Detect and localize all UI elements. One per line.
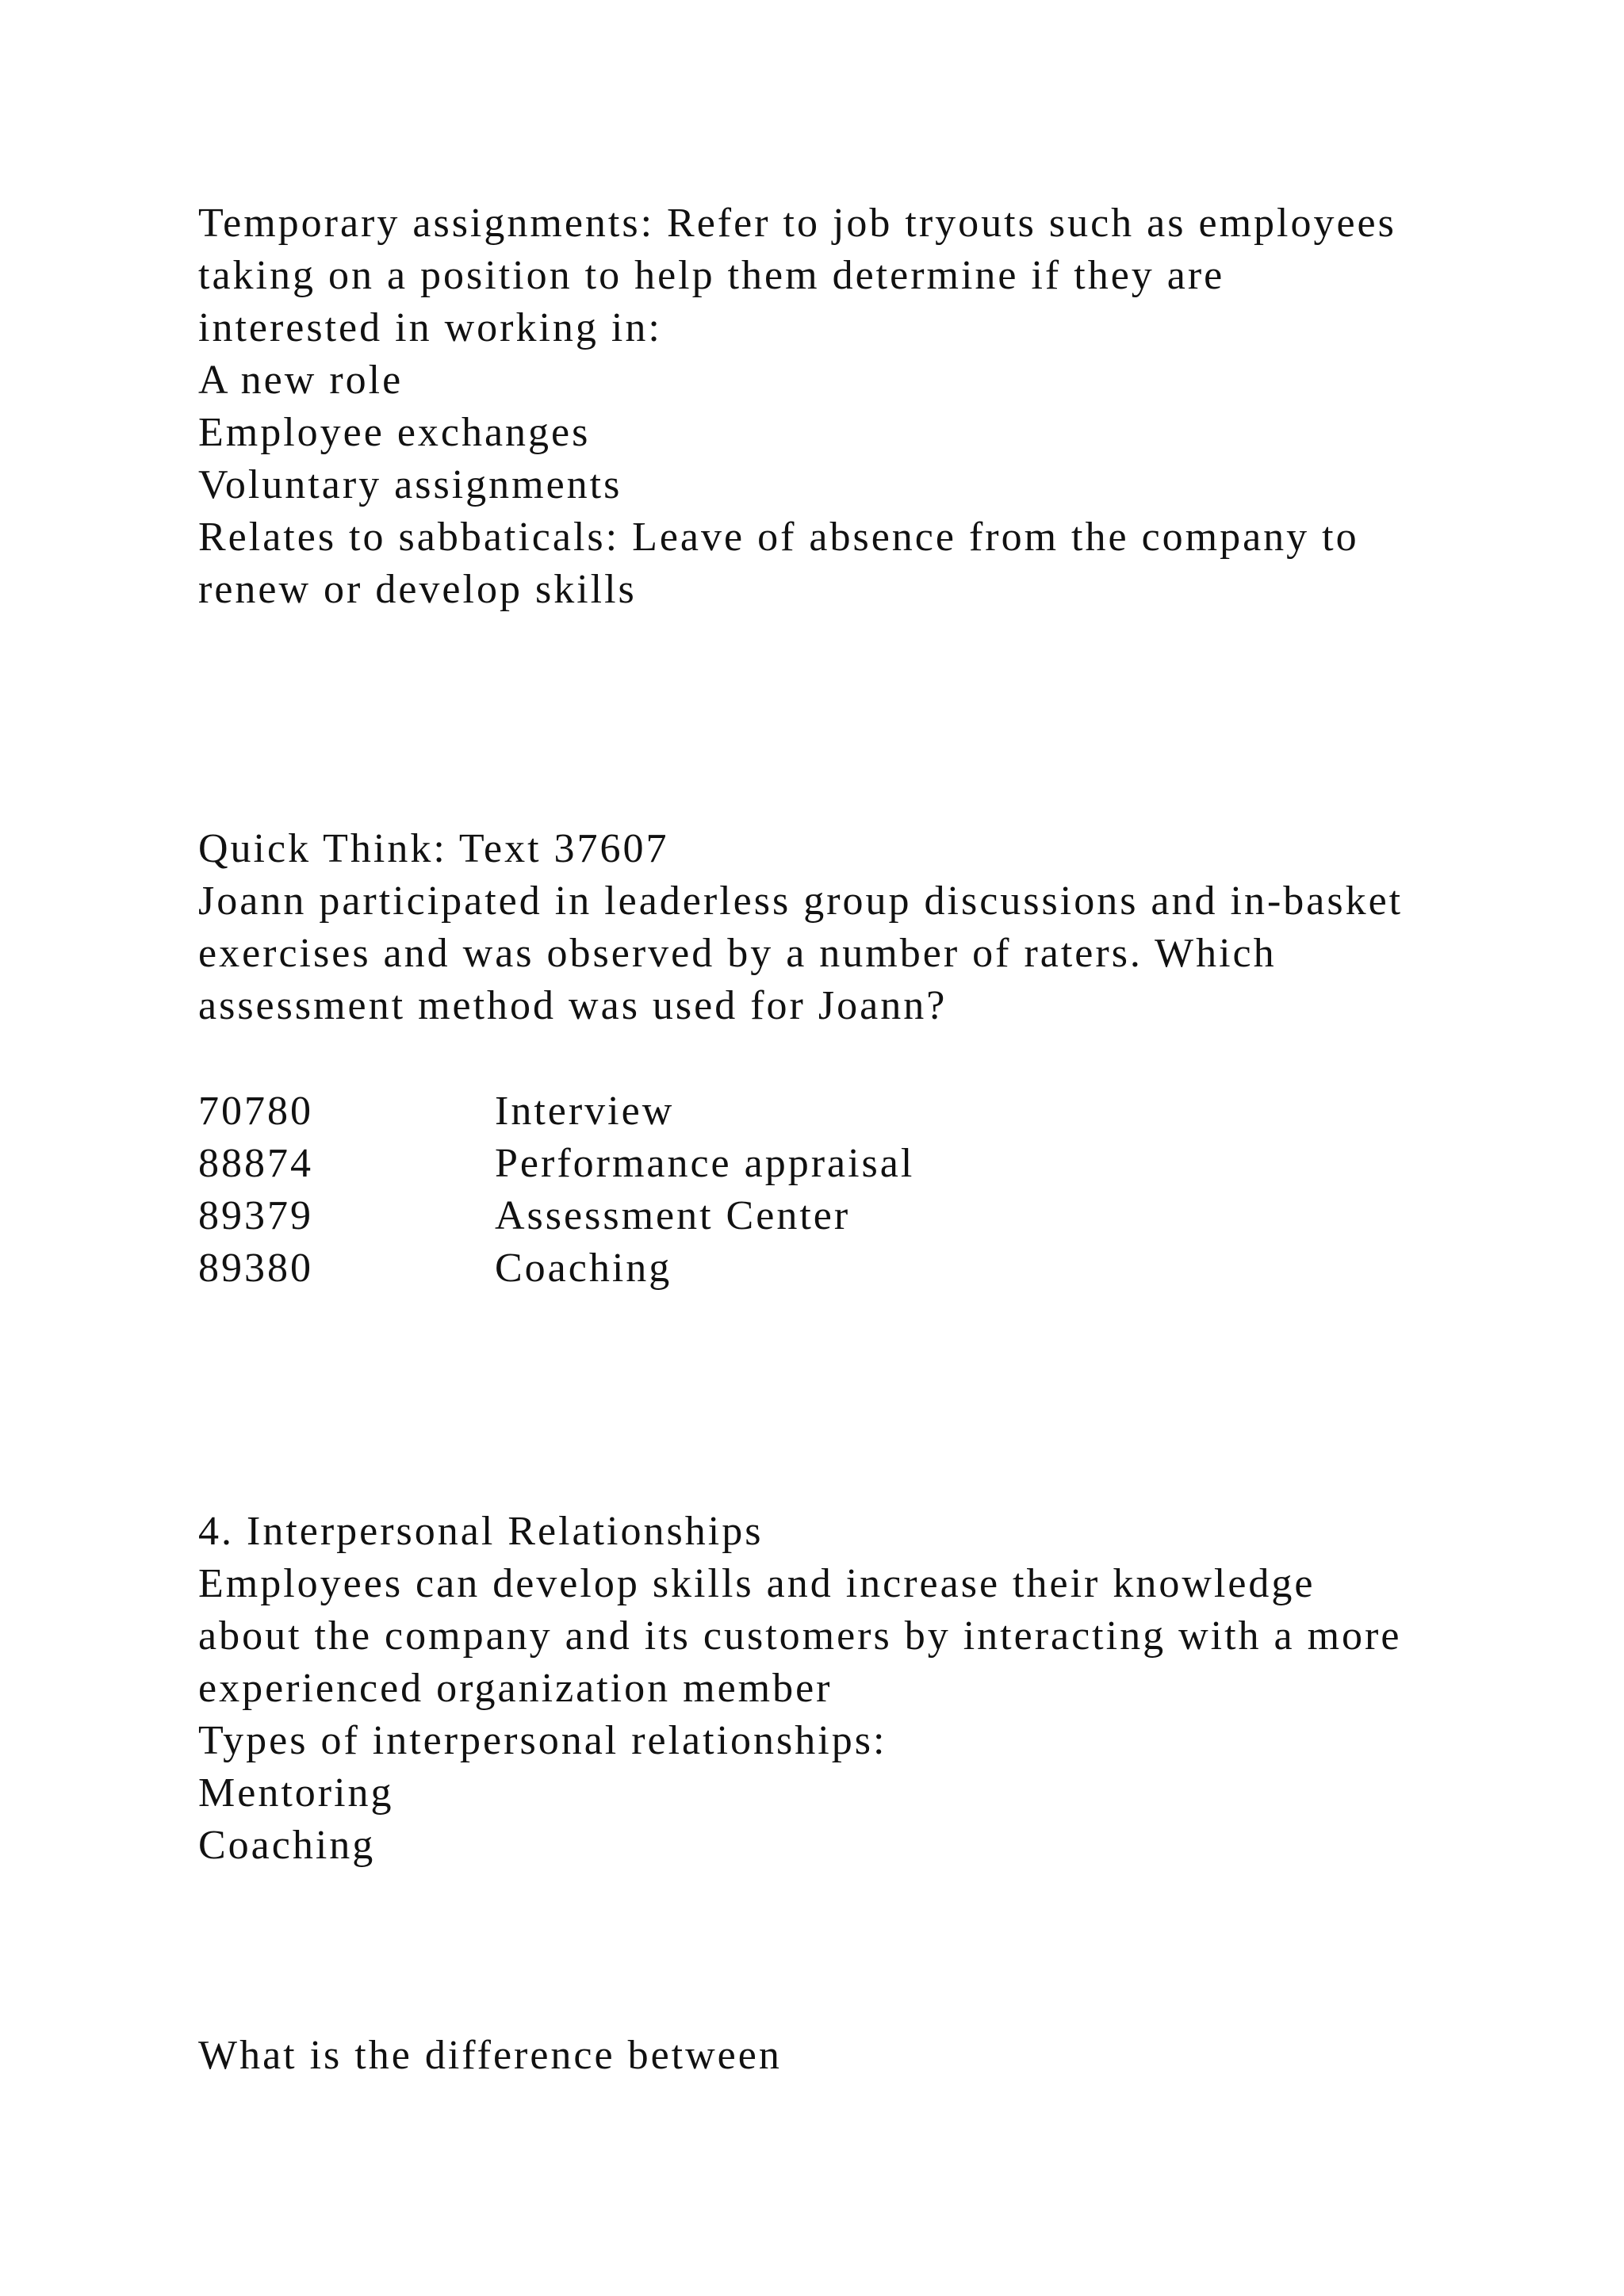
question-line: Joann participated in leaderless group discussions and in-basket [198, 878, 1404, 924]
section-heading: 4. Interpersonal Relationships [198, 1509, 764, 1554]
quick-think-title: Quick Think: Text 37607 [198, 826, 669, 871]
list-item: Coaching [198, 1823, 376, 1868]
option-code: 88874 [198, 1141, 313, 1186]
closing-question: What is the difference between [198, 2033, 782, 2078]
option-label: Assessment Center [495, 1193, 851, 1238]
option-code: 89380 [198, 1246, 313, 1291]
list-item-continuation: renew or develop skills [198, 567, 637, 612]
list-item: A new role [198, 358, 404, 403]
option-code: 89379 [198, 1193, 313, 1238]
paragraph-line: Employees can develop skills and increase their knowledge [198, 1561, 1316, 1606]
list-item: Voluntary assignments [198, 462, 622, 507]
list-item: Relates to sabbaticals: Leave of absence from the company to [198, 515, 1359, 560]
paragraph-line: Types of interpersonal relationships: [198, 1718, 887, 1763]
paragraph-line: Temporary assignments: Refer to job tryouts such as employees [198, 201, 1396, 246]
paragraph-line: about the company and its customers by interacting with a more [198, 1613, 1402, 1659]
question-line: assessment method was used for Joann? [198, 983, 948, 1028]
option-label: Coaching [495, 1246, 672, 1291]
paragraph-line: taking on a position to help them determine if they are [198, 253, 1225, 298]
option-code: 70780 [198, 1089, 313, 1134]
paragraph-line: experienced organization member [198, 1666, 833, 1711]
paragraph-line: interested in working in: [198, 305, 662, 350]
question-line: exercises and was observed by a number of raters. Which [198, 931, 1277, 976]
option-label: Interview [495, 1089, 675, 1134]
list-item: Mentoring [198, 1770, 394, 1816]
list-item: Employee exchanges [198, 410, 591, 455]
option-label: Performance appraisal [495, 1141, 915, 1186]
